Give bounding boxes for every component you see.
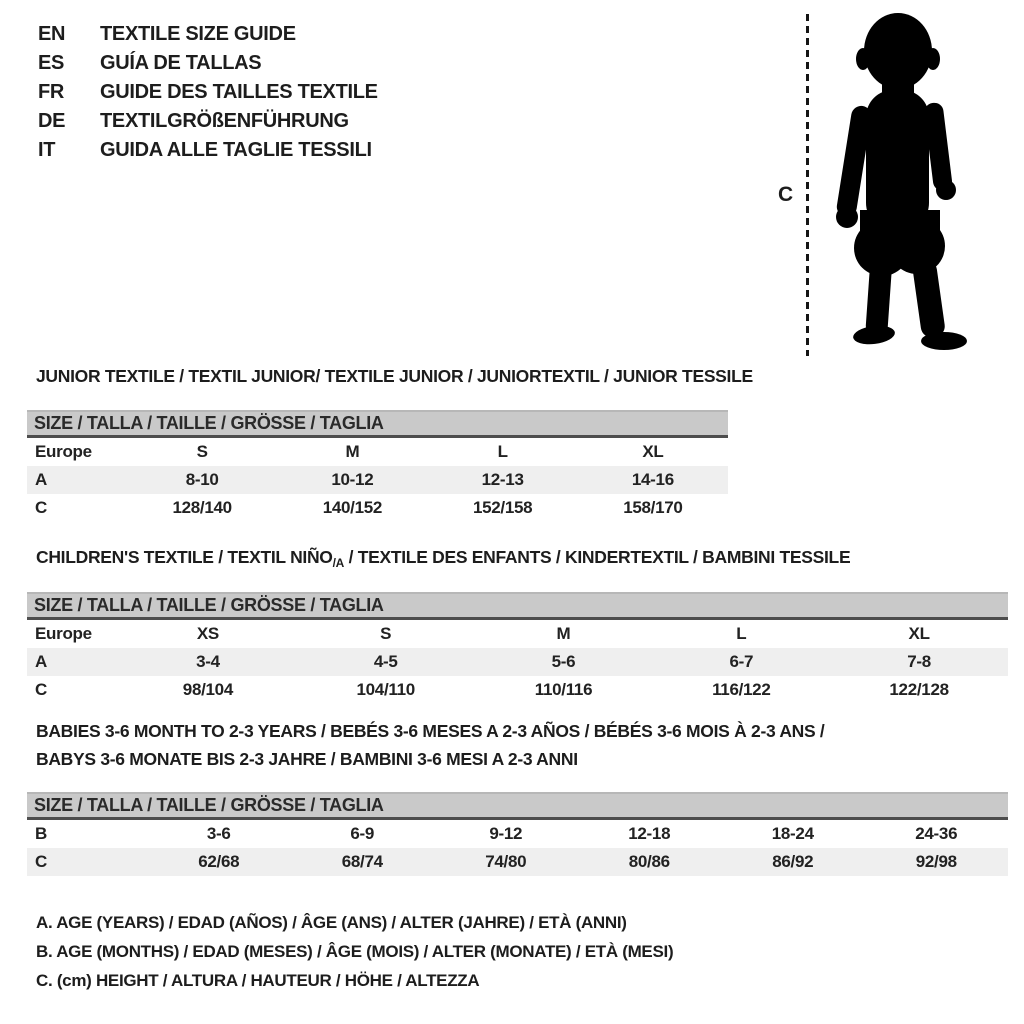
lang-label: GUÍA DE TALLAS — [100, 52, 262, 74]
lang-code: FR — [38, 81, 65, 103]
lang-label: TEXTILE SIZE GUIDE — [100, 23, 296, 45]
cell: 3-6 — [206, 824, 231, 843]
lang-label: TEXTILGRÖßENFÜHRUNG — [100, 110, 349, 132]
row-label: C — [35, 680, 47, 699]
cell: 128/140 — [172, 498, 232, 517]
lang-code: EN — [38, 23, 66, 45]
table-row — [27, 466, 728, 494]
children-table — [27, 620, 1008, 704]
cell: L — [736, 624, 747, 643]
lang-row-it — [38, 136, 378, 165]
cell: 3-4 — [196, 652, 220, 671]
footnote-b: B. AGE (MONTHS) / EDAD (MESES) / ÂGE (MOIS) / ALTER (MONATE) / ETÀ (MESI) — [36, 942, 674, 961]
row-label: C — [35, 498, 47, 517]
cell: XS — [196, 624, 219, 643]
babies-table — [27, 820, 1008, 876]
row-label: A — [35, 470, 47, 489]
cell: L — [497, 442, 508, 461]
table-row — [27, 648, 1008, 676]
footnotes — [36, 908, 673, 995]
height-dotted-line — [806, 14, 809, 356]
cell: 86/92 — [772, 852, 814, 871]
cell: XL — [908, 624, 930, 643]
cell: 62/68 — [198, 852, 240, 871]
size-header-bar: SIZE / TALLA / TAILLE / GRÖSSE / TAGLIA — [27, 792, 1008, 820]
children-section-title — [36, 547, 850, 570]
cell: 24-36 — [915, 824, 958, 843]
cell: 158/170 — [623, 498, 683, 517]
lang-code: ES — [38, 52, 65, 74]
size-header-bar: SIZE / TALLA / TAILLE / GRÖSSE / TAGLIA — [27, 410, 728, 438]
cell: 92/98 — [915, 852, 957, 871]
table-row — [27, 494, 728, 522]
table-row — [27, 848, 1008, 876]
junior-size-table — [27, 410, 728, 522]
babies-title-line2: BABYS 3-6 MONATE BIS 2-3 JAHRE / BAMBINI 3-6 MESI A 2-3 ANNI — [36, 749, 578, 769]
cell: 110/116 — [534, 680, 593, 699]
cell: 5-6 — [551, 652, 576, 671]
row-label: C — [35, 852, 47, 871]
cell: S — [380, 624, 392, 643]
row-label: Europe — [35, 442, 92, 461]
size-header-bar: SIZE / TALLA / TAILLE / GRÖSSE / TAGLIA — [27, 592, 1008, 620]
cell: 80/86 — [628, 852, 670, 871]
babies-title-line1: BABIES 3-6 MONTH TO 2-3 YEARS / BEBÉS 3-6 MESES A 2-3 AÑOS / BÉBÉS 3-6 MOIS À 2-3 ANS / — [36, 721, 825, 741]
lang-row-es — [38, 49, 378, 78]
junior-table — [27, 438, 728, 522]
children-title-subscript: /A — [332, 556, 345, 570]
lang-row-de — [38, 107, 378, 136]
cell: 10-12 — [331, 470, 374, 489]
cell: 6-7 — [729, 652, 754, 671]
row-label: Europe — [35, 624, 92, 643]
cell: 104/110 — [356, 680, 415, 699]
cell: 122/128 — [889, 680, 949, 699]
cell: 18-24 — [771, 824, 814, 843]
cell: 9-12 — [489, 824, 523, 843]
row-label: B — [35, 824, 47, 843]
cell: M — [345, 442, 360, 461]
cell: M — [556, 624, 571, 643]
cell: 116/122 — [712, 680, 771, 699]
cell: 74/80 — [485, 852, 527, 871]
junior-section-title: JUNIOR TEXTILE / TEXTIL JUNIOR/ TEXTILE JUNIOR / JUNIORTEXTIL / JUNIOR TESSILE — [36, 366, 753, 386]
lang-label: GUIDA ALLE TAGLIE TESSILI — [100, 139, 372, 161]
footnote-a: A. AGE (YEARS) / EDAD (AÑOS) / ÂGE (ANS) / ALTER (JAHRE) / ETÀ (ANNI) — [36, 913, 627, 932]
row-label: A — [35, 652, 47, 671]
lang-row-en — [38, 20, 378, 49]
cell: 8-10 — [185, 470, 219, 489]
baby-silhouette-icon — [820, 10, 980, 352]
cell: 140/152 — [322, 498, 383, 517]
language-title-list — [38, 20, 378, 165]
cell: 152/158 — [472, 498, 533, 517]
table-row — [27, 438, 728, 466]
table-row — [27, 676, 1008, 704]
cell: 7-8 — [907, 652, 931, 671]
table-row — [27, 620, 1008, 648]
children-size-table — [27, 592, 1008, 704]
height-measure-label: C — [778, 183, 793, 206]
cell: 12-13 — [481, 470, 524, 489]
cell: 4-5 — [373, 652, 398, 671]
cell: 68/74 — [341, 852, 383, 871]
cell: 98/104 — [182, 680, 233, 699]
babies-section-title — [36, 717, 825, 773]
cell: 6-9 — [350, 824, 375, 843]
footnote-c: C. (cm) HEIGHT / ALTURA / HAUTEUR / HÖHE / ALTEZZA — [36, 971, 480, 990]
children-title-prefix: CHILDREN'S TEXTILE / TEXTIL NIÑO — [36, 547, 333, 567]
children-title-suffix: / TEXTILE DES ENFANTS / KINDERTEXTIL / BAMBINI TESSILE — [344, 547, 851, 567]
cell: S — [196, 442, 208, 461]
table-row — [27, 820, 1008, 848]
cell: 14-16 — [631, 470, 674, 489]
lang-code: DE — [38, 110, 66, 132]
babies-size-table — [27, 792, 1008, 876]
lang-label: GUIDE DES TAILLES TEXTILE — [100, 81, 378, 103]
lang-row-fr — [38, 78, 378, 107]
cell: XL — [642, 442, 664, 461]
lang-code: IT — [38, 139, 56, 161]
cell: 12-18 — [628, 824, 671, 843]
